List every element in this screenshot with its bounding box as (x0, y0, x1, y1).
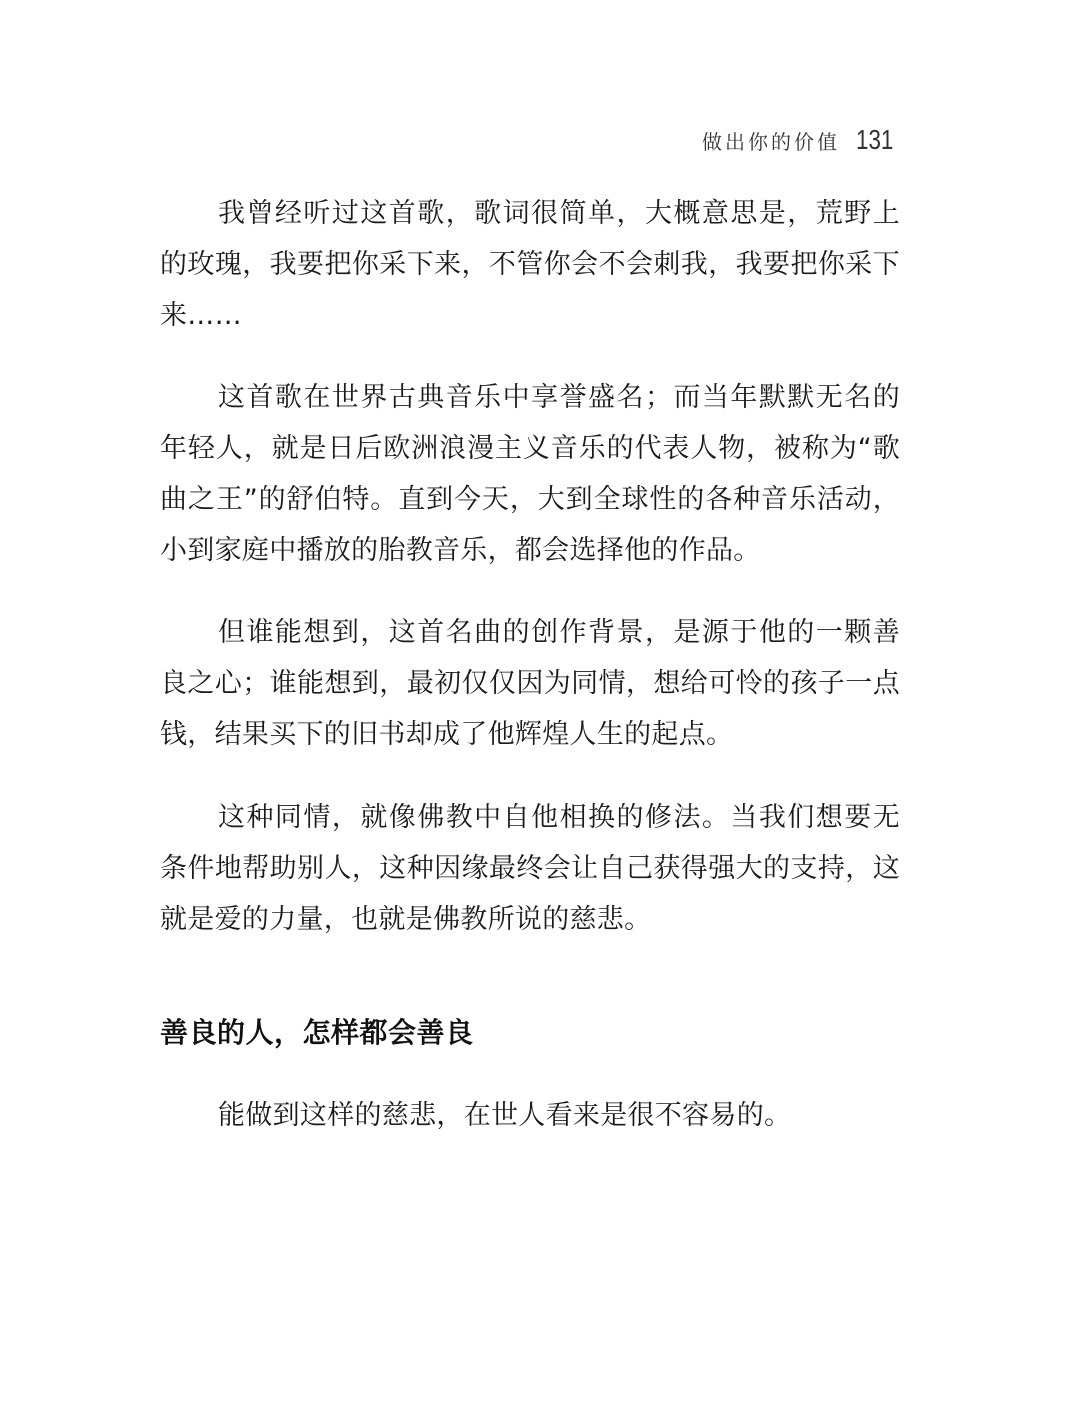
paragraph-4: 这种同情，就像佛教中自他相换的修法。当我们想要无条件地帮助别人，这种因缘最终会让自己获得强大的支持，这就是爱的力量，也就是佛教所说的慈悲。 (160, 802, 900, 935)
paragraph-3: 但谁能想到，这首名曲的创作背景，是源于他的一颗善良之心；谁能想到，最初仅仅因为同情，想给可怜的孩子一点钱，结果买下的旧书却成了他辉煌人生的起点。 (160, 617, 900, 750)
running-head (702, 122, 896, 158)
paragraph-1: 我曾经听过这首歌，歌词很简单，大概意思是，荒野上的玫瑰，我要把你采下来，不管你会不会刺我，我要把你采下来…… (160, 198, 900, 331)
running-title: 做出你的价值 (702, 129, 840, 154)
paragraph-2: 这首歌在世界古典音乐中享誉盛名；而当年默默无名的年轻人，就是日后欧洲浪漫主义音乐的代表人物，被称为“歌曲之王”的舒伯特。直到今天，大到全球性的各种音乐活动，小到家庭中播放的胎教音乐，都会选择他的作品。 (160, 382, 900, 566)
section-paragraph: 能做到这样的慈悲，在世人看来是很不容易的。 (218, 1100, 792, 1131)
page-number: 131 (856, 124, 894, 155)
section-heading: 善良的人，怎样都会善良 (160, 1016, 474, 1049)
